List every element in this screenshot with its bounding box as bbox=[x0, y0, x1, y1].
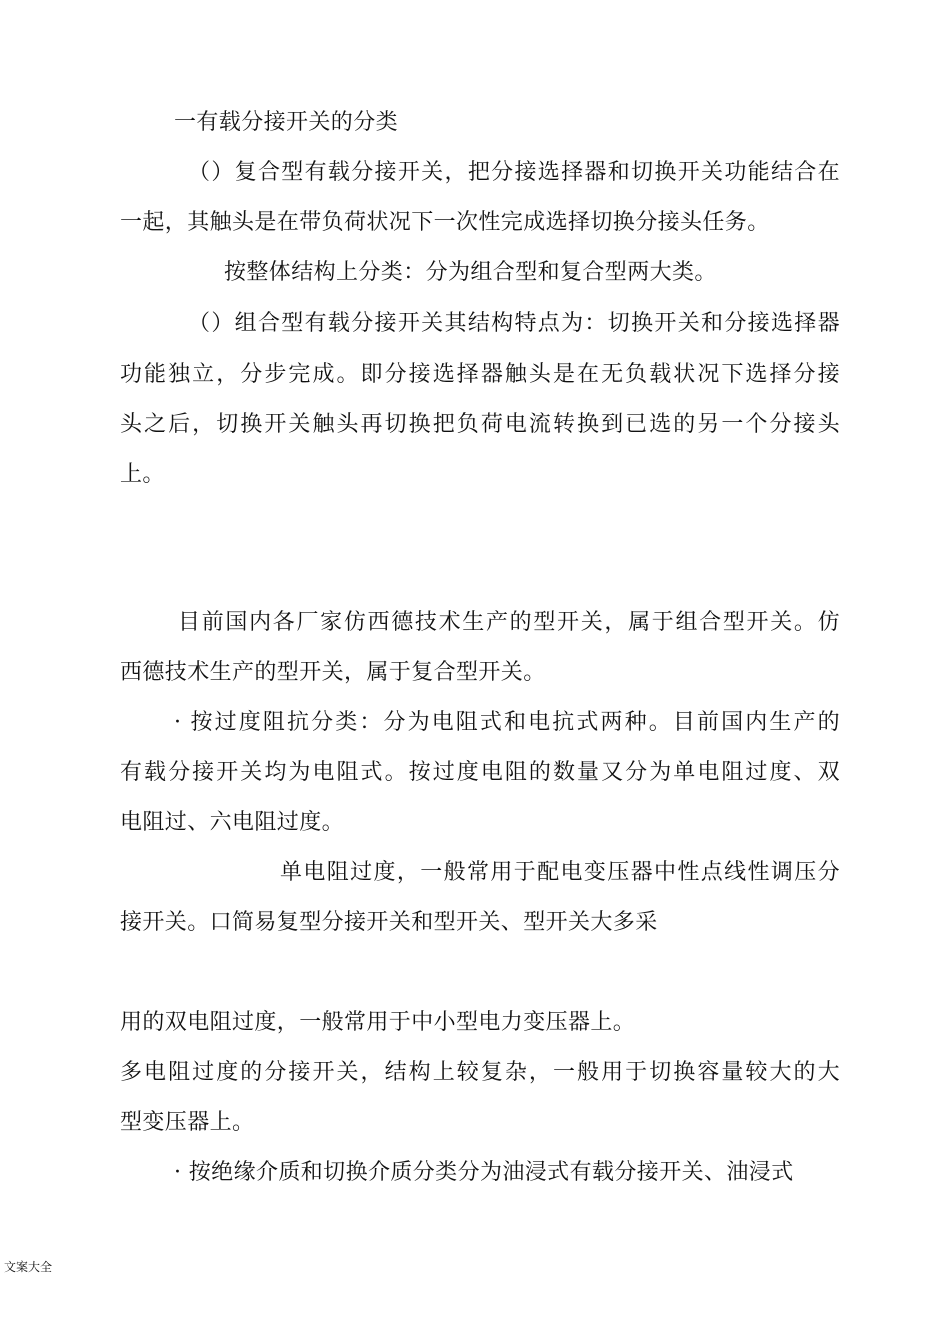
paragraph-line: 多电阻过度的分接开关，结构上较复杂，一般用于切换容量较大的大 bbox=[120, 1060, 840, 1085]
paragraph-line: 头之后，切换开关触头再切换把负荷电流转换到已选的另一个分接头 bbox=[120, 412, 840, 437]
paragraph-line: · 按绝缘介质和切换介质分类分为油浸式有载分接开关、油浸式 bbox=[174, 1160, 794, 1185]
paragraph-line: 上。 bbox=[120, 462, 165, 487]
paragraph-line: 一起，其触头是在带负荷状况下一次性完成选择切换分接头任务。 bbox=[120, 210, 770, 235]
paragraph-line: · 按过度阻抗分类：分为电阻式和电抗式两种。目前国内生产的 bbox=[174, 710, 840, 735]
paragraph-line: 接开关。口简易复型分接开关和型开关、型开关大多采 bbox=[120, 910, 658, 935]
paragraph-line: 目前国内各厂家仿西德技术生产的型开关，属于组合型开关。仿 bbox=[178, 610, 840, 635]
footer-label: 文案大全 bbox=[4, 1260, 53, 1274]
section-heading: 一有载分接开关的分类 bbox=[174, 110, 399, 135]
paragraph-line: 型变压器上。 bbox=[120, 1110, 255, 1135]
paragraph-line: 用的双电阻过度，一般常用于中小型电力变压器上。 bbox=[120, 1010, 636, 1035]
paragraph-line: 功能独立，分步完成。即分接选择器触头是在无负载状况下选择分接 bbox=[120, 362, 840, 387]
paragraph-line: （）组合型有载分接开关其结构特点为：切换开关和分接选择器 bbox=[188, 311, 840, 336]
paragraph-line: 西德技术生产的型开关，属于复合型开关。 bbox=[120, 660, 546, 685]
paragraph-line: （）复合型有载分接开关，把分接选择器和切换开关功能结合在 bbox=[188, 160, 840, 185]
paragraph-line: 单电阻过度，一般常用于配电变压器中性点线性调压分 bbox=[280, 860, 840, 885]
paragraph-line: 有载分接开关均为电阻式。按过度电阻的数量又分为单电阻过度、双 bbox=[120, 760, 840, 785]
paragraph-line: 按整体结构上分类：分为组合型和复合型两大类。 bbox=[224, 260, 717, 285]
paragraph-line: 电阻过、六电阻过度。 bbox=[120, 810, 345, 835]
